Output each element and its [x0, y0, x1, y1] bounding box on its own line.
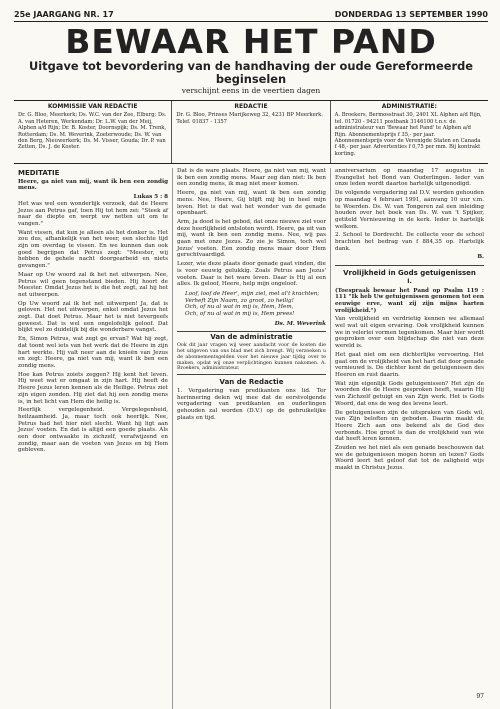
- paragraph: En, Simon Petrus, wat zegt ge ervan? Wat hij zegt, dat toont wel iets van het werk dat de Heere in zijn hart werkte. Hij valt neer aan de knieën van Jezus en zegt: Heere, ga niet van mij, want ik ben een zondig mens.: [18, 336, 168, 369]
- author-initial: B.: [477, 254, 484, 261]
- scripture-reference: Lukas 5 : 8: [133, 194, 168, 201]
- paragraph: Van vrolijkheid en verdrietig kennen we allemaal wel wat uit eigen ervaring. Ook vrolijkheid kunnen we in velerlei vormen tegenkomen. Maar hier wordt gesproken over een blijdschap die niet van deze wereld is.: [335, 316, 484, 350]
- paragraph: De volgende vergadering zal D.V. worden gehouden op maandag 4 februari 1991, aanvang 10 uur v.m. te Woerden. Ds. W. van Tongeren zal een inleiding houden over het boek van Ds. W. van 't Spijker, getiteld Vernieuwing in de kerk. Ieder is hartelijk welkom.: [335, 190, 484, 230]
- paragraph: Zouden we het niet als een genade beschouwen dat we de getuigenissen mogen horen en lezen? Gods Woord leert het geloof dat tot de zaligheid wijs maakt in Christus Jezus.: [335, 445, 484, 472]
- psalm-verse: [177, 291, 326, 318]
- redaction-title: REDACTIE: [234, 103, 268, 110]
- redaction-text: Dr. G. Bloo, Prinses Marijkeweg 32, 4231 BP Meerkerk. Telef. 01837 - 1357: [176, 112, 323, 125]
- article-title: Vrolijkheid in Gods getuigenissen: [343, 269, 476, 278]
- commission-text: Dr. G. Bloo, Meerkerk; Ds. W.C. van der Zee, Elburg; Ds. A. van Heteren, Werkendam; Dr. L.W. van der Meij, Alphen a/d Rijn; Dr. B. Koster, Doornspijk; Ds. M. Trenk, Rotterdam; Ds. M. Weverink, Zoeterwoude; Ds. W. van den Berg, Nieuwerkerk; Ds. M. Visser, Gouda; Dr. P. van Zetten, Ds. J. de Koster.: [18, 112, 167, 151]
- paragraph: Het was wel een wonderlijk verzoek, dat de Heere Jezus aan Petrus gaf, toen Hij tot hem zei: "Steek af naar de diepte en werpt uw netten uit om te vangen.": [18, 200, 168, 227]
- paragraph: Hoe kan Petrus zoiets zeggen? Hij kent het leven. Hij weet wat er omgaat in zijn hart. Hij heeft de Heere Jezus leren kennen als de Heilige. Petrus ziet zijn eigen zonden. Hij ziet dat hij een zondig mens is, in het licht van Hem die heilig is.: [18, 371, 168, 405]
- admin-notice-box: [177, 331, 326, 375]
- divider: [335, 265, 484, 266]
- meditation-heading: MEDITATIE: [18, 169, 60, 177]
- page-number: 97: [476, 693, 484, 700]
- author-signature: Ds. M. Weverink: [274, 320, 326, 327]
- admin-title: ADMINISTRATIE:: [381, 103, 437, 110]
- paragraph: Heere, ga niet van mij, want ik ben een zondig mens. Nee, Heere, Gij blijft mij bij in heel mijn leven. Het is dat wat het wonder van de genade openbaart.: [177, 190, 326, 217]
- paragraph: Lezer, wie deze plaats door genade gaat vinden, die is voor eeuwig gelukkig. Zoals Petrus aan Jezus' voeten. Daar is het ware leven. Daar is Hij al een alles. Ik geloof, Heere, help mijn ongeloof.: [177, 261, 326, 288]
- paragraph: 2. School te Dordrecht. De collecte voor de school brachten het bedrag van f 884,35 op. Hartelijk dank.: [335, 232, 484, 252]
- article-part-label: I.: [407, 277, 412, 285]
- paragraph: De getuigenissen zijn de uitspraken van Gods wil, van Zijn beloften en geboden. Daarin maakt de Heere Zich aan ons bekend als de God des verbonds. Hoe groot is dan de vrolijkheid van wie dat heeft leren kennen.: [335, 409, 484, 443]
- column-2: [172, 168, 330, 709]
- redaction-block: [171, 101, 329, 163]
- masthead-subtitle: Uitgave tot bevordering van de handhaving der oude Gereformeerde beginselen: [29, 59, 473, 86]
- masthead-title: BEWAAR HET PAND: [65, 22, 437, 61]
- paragraph: anniversarium op maandag 17 augustus in Evangelist het Bond van Ouderlingen. Ieder van onze leden wordt daartoe hartelijk uitgenodigd.: [335, 168, 484, 188]
- poem-line: Och, of nu al wat in mij is, Hem, Hem,: [185, 304, 294, 311]
- paragraph: Op Uw woord zal ik het net uitwerpen! Ja, dat is geloven. Het net uitwerpen, enkel omdat Jezus het zegt. Dat doet Petrus. Maar het is niet tevergeefs geweest. Dat is wel een ongelofelijk geloof. Dat blijkt wel zo duidelijk bij die wonderbare vangst.: [18, 300, 168, 334]
- meditation-intro: Heere, ga niet van mij, want ik ben een zondig mens.: [18, 178, 168, 192]
- admin-notice-text: Ook dit jaar vragen wij weer aandacht voor de kosten die het uitgeven van ons blad met zich brengt. Wij verzoeken u de abonnementsgelden voor het nieuwe jaar tijdig over te maken, opdat wij onze verplichtingen kunnen nakomen. A. Broekers, administrateur.: [177, 343, 326, 372]
- poem-line: Och, of nu al wat in mij is, Hem prees!: [185, 311, 295, 318]
- poem-line: Verheft Zijn Naam, zo groot, zo heilig!: [185, 297, 294, 304]
- article-intro: (Toespraak bewaar het Pand op Psalm 119 : 111 "Ik heb Uw getuigenissen genomen tot een eeuwige erve, want zij zijn mijns harten vrolijkheid."): [335, 287, 484, 314]
- newspaper-page: [14, 10, 488, 700]
- commission-block: [14, 101, 171, 163]
- paragraph: Heerlijk vergelegenheid. Vergelegenheid, heilzaamheid. Ja, maar toch ook heerlijk. Nee, Petrus had het hier niet slecht. Want hij ligt aan Jezus' voeten. En dat is altijd een goede plaats. Als een door ontwaakte in zichzelf, verafwijzend en zondig, maar aan de voeten van Jezus en bij Hem gebleven.: [18, 407, 168, 454]
- top-bar: [14, 10, 488, 22]
- redaction-notice-title: Van de Redactie: [219, 378, 284, 387]
- commission-title: KOMMISSIE VAN REDACTIE: [47, 103, 138, 110]
- article-columns: [14, 168, 488, 709]
- paragraph: Dat is de ware plaats. Heere, ga niet van mij, want ik ben een zondig mens. Maar zeg dan niet: Ik ben een zondig mens, ik mag niet meer komen.: [177, 168, 326, 188]
- issue-date: DONDERDAG 13 SEPTEMBER 1990: [334, 10, 488, 19]
- info-strip: [14, 100, 488, 164]
- redaction-notice-text: 1. Vergadering van predikanten ons lid. Ter herinnering delen wij mee dat de eerstvolgende vergadering van predikanten en ouderlingen gehouden zal worden (D.V.) op de gebruikelijke plaats en tijd.: [177, 387, 326, 421]
- admin-notice-title: Van de administratie: [210, 333, 293, 342]
- admin-block: [330, 101, 488, 163]
- column-1: [14, 168, 172, 709]
- publication-frequency: verschijnt eens in de veertien dagen: [181, 86, 321, 95]
- paragraph: Maar op Uw woord zal ik het net uitwerpen. Nee, Petrus wil geen tegenstand bieden. Hij hoort de Meester. Omdat Jezus het is die het zegt, zal hij het net uitwerpen.: [18, 271, 168, 298]
- admin-text: A. Broekers, Bermosstraat 30, 2401 XL Alphen a/d Rijn, tel. 01720 - 94211 postbank 3146100 t.n.v. de administrateur van 'Bewaar het Pand' te Alphen a/d Rijn. Abonnementsprijs f 35,- per jaar. Abonnementsprijs voor de Verenigde Staten en Canada f 48,- per jaar. Advertenties f 0,75 per mm. Bij kontrakt korting.: [334, 112, 482, 157]
- paragraph: Arm, ja dood is het gebod, dat onze nieuwe ziel voor deze heerlijkheid ontsloten wordt. Heere, ga uit van mij, want ik ben een zondig mens. Nee, wij pas gaan met onze Jezus. Zo zie je Simon, toch wel Jezus' voeten. Een zondig mens maar door Hem gerechtvaardigd.: [177, 218, 326, 259]
- paragraph: Want vissen, dat kun je alleen als het donker is. Het zou dus, afhankelijk van het weer, een slechte tijd zijn om overdag te vissen. En we kunnen dan ook goed begrijpen dat Petrus zegt: "Meester, wij hebben de gehele nacht doorgearbeid en niets gevangen.": [18, 229, 168, 270]
- poem-line: Loof, loof de Heer', mijn ziel, met al't krachten;: [185, 290, 320, 297]
- column-3: [330, 168, 488, 709]
- paragraph: Wat zijn eigenlijk Gods getuigenissen? Het zijn de woorden die de Heere gesproken heeft, waarin Hij van Zichzelf getuigt en van Zijn werk. Het is Gods Woord, dat ons de weg des levens leert.: [335, 380, 484, 407]
- paragraph: Het gaat niet om een dichterlijke vervoering. Het gaat om de vrolijkheid van het hart dat door genade vernieuwd is. De dichter kent de getuigenissen des Heeren en rust daarin.: [335, 351, 484, 378]
- volume-number: 25e JAARGANG NR. 17: [14, 10, 114, 19]
